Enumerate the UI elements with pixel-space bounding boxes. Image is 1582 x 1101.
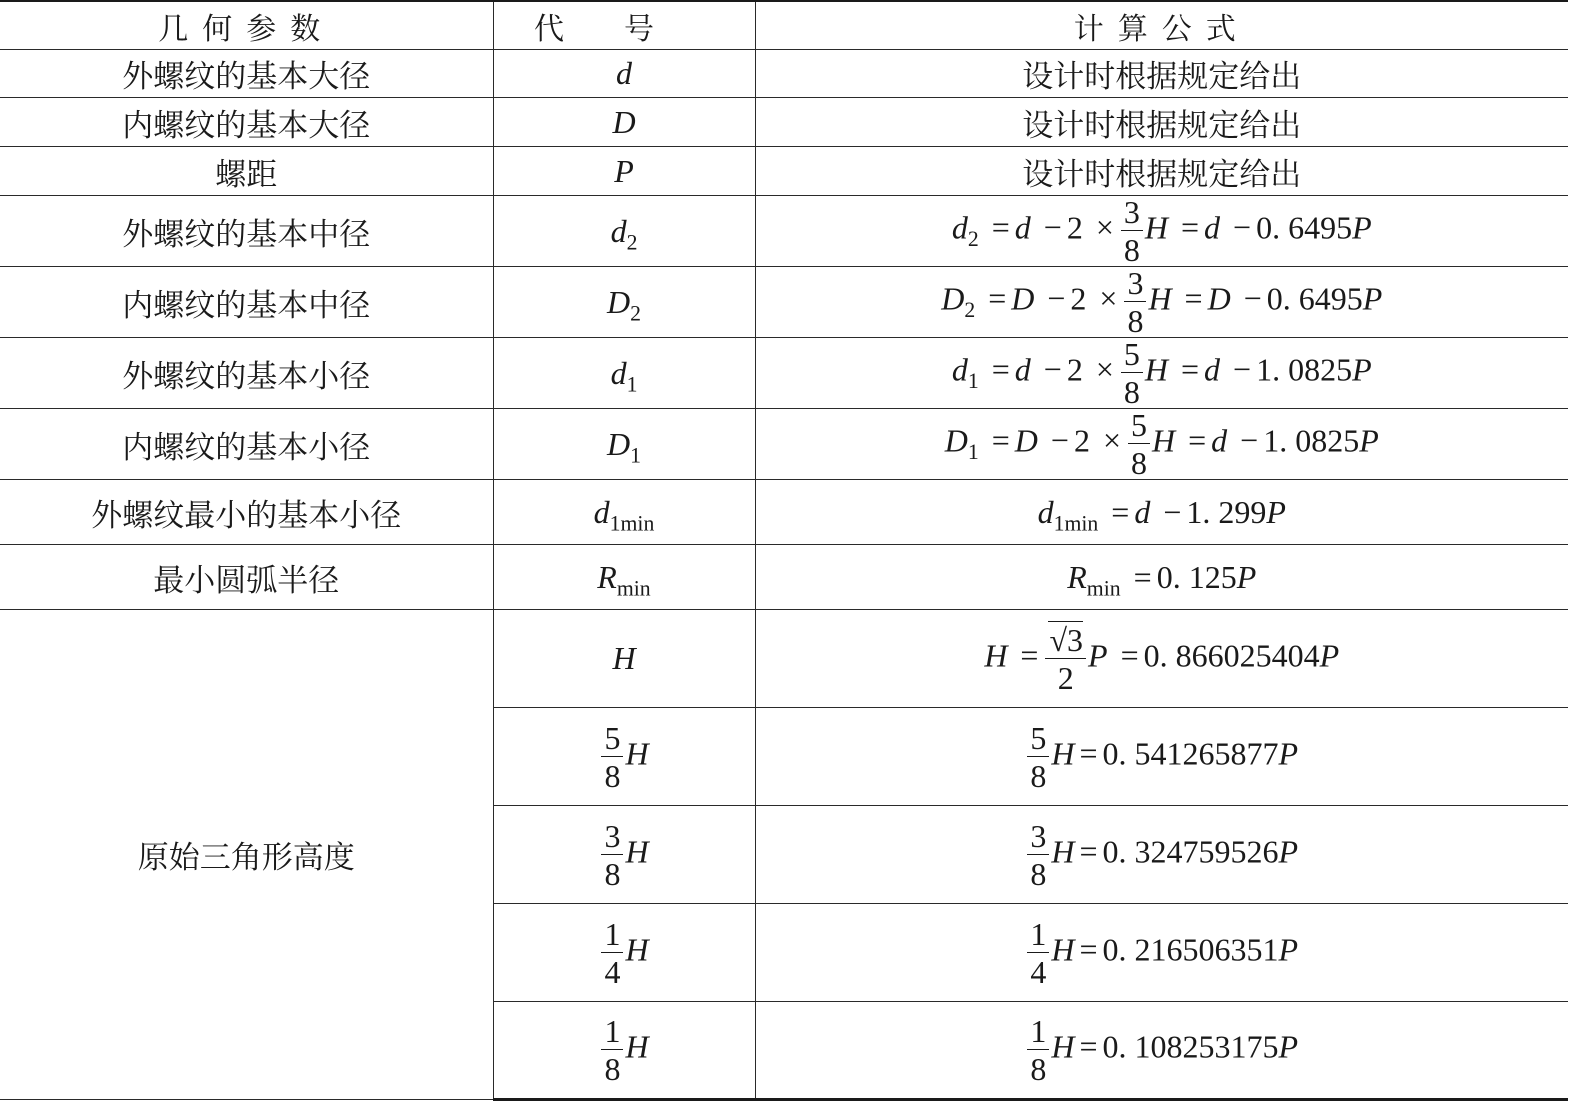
symbol-cell — [493, 1002, 755, 1100]
denominator: 8 — [1130, 445, 1147, 481]
term: d — [1014, 351, 1031, 388]
table-row — [0, 147, 1568, 196]
formula-cell: 设计时根据规定给出 — [755, 50, 1568, 98]
formula-cell: 设计时根据规定给出 — [755, 147, 1568, 196]
fraction — [1121, 338, 1143, 408]
header-symbol: 代号 — [493, 1, 755, 50]
times-sign: × — [1095, 351, 1114, 388]
minus-sign: − — [1233, 209, 1252, 246]
equals-sign: = — [1184, 280, 1203, 317]
fraction — [601, 915, 623, 990]
times-sign: × — [1102, 422, 1121, 459]
equals-sign: = — [991, 209, 1010, 246]
lhs-symbol: d — [951, 209, 968, 246]
table-row — [0, 545, 1568, 610]
term: P — [1278, 734, 1299, 771]
term: H — [1051, 832, 1075, 869]
term: H — [625, 734, 649, 771]
param-cell: 内螺纹的基本中径 — [0, 267, 493, 338]
numerator: 3 — [1121, 196, 1143, 231]
table-row — [0, 338, 1568, 409]
term: H — [1051, 734, 1075, 771]
coefficient: 1. 0825 — [1256, 351, 1353, 388]
denominator: 8 — [604, 1051, 621, 1087]
symbol: d — [610, 212, 627, 249]
coefficient: 0. 125 — [1156, 558, 1237, 595]
term: P — [1236, 558, 1257, 595]
term: P — [1088, 636, 1108, 673]
formula-cell — [755, 610, 1568, 708]
denominator: 8 — [1127, 303, 1144, 339]
fraction — [1027, 1015, 1049, 1085]
minus-sign: − — [1043, 351, 1062, 388]
coefficient: 1. 0825 — [1263, 422, 1360, 459]
lhs-symbol: d — [951, 351, 968, 388]
symbol: D — [607, 425, 631, 462]
term: P — [1362, 280, 1383, 317]
lhs-subscript: 1 — [967, 439, 979, 464]
equals-sign: = — [1079, 832, 1098, 869]
table-row — [0, 50, 1568, 98]
coefficient: 0. 6495 — [1256, 209, 1353, 246]
lhs-symbol: D — [941, 280, 965, 317]
denominator: 8 — [1030, 855, 1047, 892]
coefficient: 2 — [1070, 280, 1087, 317]
term: H — [1051, 1028, 1075, 1065]
lhs-symbol: D — [944, 422, 968, 459]
term: H — [1148, 280, 1172, 317]
denominator: 2 — [1057, 659, 1074, 696]
header-formula: 计算公式 — [755, 1, 1568, 50]
equals-sign: = — [1079, 734, 1098, 771]
term: d — [1211, 422, 1228, 459]
symbol-cell — [493, 50, 755, 98]
coefficient: 1. 299 — [1186, 493, 1267, 530]
coefficient: 0. 216506351 — [1102, 930, 1279, 967]
lhs-subscript: 1 — [967, 368, 979, 393]
symbol: d — [610, 354, 627, 391]
formula-cell — [755, 806, 1568, 904]
term: H — [1151, 422, 1176, 459]
table-row — [0, 409, 1568, 480]
term: P — [1278, 1028, 1299, 1065]
lhs-subscript: 2 — [964, 297, 976, 322]
term: P — [1359, 422, 1379, 459]
term: d — [1204, 351, 1221, 388]
symbol-subscript: 2 — [626, 230, 638, 255]
term: D — [1011, 280, 1035, 317]
term: H — [1144, 209, 1168, 246]
numerator: 5 — [1128, 409, 1150, 444]
minus-sign: − — [1050, 422, 1069, 459]
formula-cell — [755, 904, 1568, 1002]
term: P — [1278, 832, 1299, 869]
symbol-cell — [493, 480, 755, 545]
fraction — [1027, 915, 1049, 990]
formula-cell — [755, 196, 1568, 267]
minus-sign: − — [1043, 209, 1062, 246]
numerator: 1 — [601, 1015, 623, 1050]
formula-cell — [755, 338, 1568, 409]
denominator: 8 — [1123, 232, 1140, 268]
equals-sign: = — [991, 351, 1010, 388]
minus-sign: − — [1047, 280, 1066, 317]
symbol-subscript: 1min — [609, 511, 655, 536]
term: d — [1134, 493, 1151, 530]
numerator: 5 — [1027, 722, 1049, 757]
lhs-symbol: R — [1067, 558, 1087, 595]
minus-sign: − — [1233, 351, 1252, 388]
symbol-cell — [493, 196, 755, 267]
coefficient: 2 — [1066, 351, 1083, 388]
times-sign: × — [1095, 209, 1114, 246]
symbol-cell — [493, 338, 755, 409]
sqrt-numerator: √3 — [1049, 621, 1084, 658]
param-cell: 外螺纹的基本小径 — [0, 338, 493, 409]
numerator: 1 — [601, 918, 623, 953]
numerator: 5 — [1121, 338, 1143, 373]
denominator: 4 — [1030, 953, 1047, 990]
minus-sign: − — [1243, 280, 1262, 317]
lhs-subscript: 1min — [1053, 511, 1099, 536]
coefficient: 0. 324759526 — [1102, 832, 1279, 869]
param-cell: 内螺纹的基本小径 — [0, 409, 493, 480]
denominator: 8 — [604, 757, 621, 794]
fraction — [1045, 621, 1086, 696]
param-cell: 螺距 — [0, 147, 493, 196]
coefficient: 0. 541265877 — [1102, 734, 1279, 771]
equals-sign: = — [991, 422, 1010, 459]
term: H — [1051, 930, 1075, 967]
numerator: 3 — [1027, 820, 1049, 855]
symbol-cell — [493, 904, 755, 1002]
denominator: 8 — [1030, 1051, 1047, 1087]
formula-cell — [755, 409, 1568, 480]
symbol-subscript: 2 — [630, 301, 641, 326]
symbol-cell — [493, 545, 755, 610]
lhs-subscript: min — [1086, 576, 1121, 601]
fraction — [1027, 719, 1049, 794]
numerator: 3 — [1124, 267, 1146, 302]
term: H — [625, 832, 649, 869]
equals-sign: = — [1111, 493, 1130, 530]
formula-cell — [755, 545, 1568, 610]
equals-sign: = — [988, 280, 1007, 317]
symbol: d — [616, 55, 632, 91]
symbol: R — [597, 558, 617, 595]
table-row — [0, 267, 1568, 338]
numerator: 5 — [601, 722, 623, 757]
symbol-cell — [493, 409, 755, 480]
equals-sign: = — [1079, 930, 1098, 967]
header-row — [0, 1, 1568, 50]
fraction — [1121, 196, 1143, 266]
equals-sign: = — [1020, 636, 1039, 673]
term: H — [625, 1028, 649, 1065]
term: P — [1266, 493, 1286, 530]
term: P — [1352, 209, 1372, 246]
lhs-subscript: 2 — [967, 226, 979, 251]
term: d — [1014, 209, 1031, 246]
param-cell: 外螺纹最小的基本小径 — [0, 480, 493, 545]
fraction — [601, 719, 623, 794]
formula-cell — [755, 480, 1568, 545]
lhs-symbol: d — [1037, 493, 1054, 530]
term: H — [625, 930, 649, 967]
fraction — [1124, 267, 1146, 337]
term: D — [1207, 280, 1231, 317]
formula-cell: 设计时根据规定给出 — [755, 98, 1568, 147]
param-cell: 外螺纹的基本中径 — [0, 196, 493, 267]
param-cell: 内螺纹的基本大径 — [0, 98, 493, 147]
times-sign: × — [1099, 280, 1118, 317]
term: P — [1319, 636, 1340, 673]
symbol-cell — [493, 147, 755, 196]
symbol-subscript: min — [616, 576, 651, 601]
symbol-subscript: 1 — [630, 443, 641, 468]
param-cell: 最小圆弧半径 — [0, 545, 493, 610]
fraction — [601, 817, 623, 892]
term: d — [1204, 209, 1221, 246]
param-cell-triangle-height: 原始三角形高度 — [0, 610, 493, 1100]
symbol: D — [612, 103, 636, 140]
symbol: d — [593, 493, 610, 530]
header-param: 几何参数 — [0, 1, 493, 50]
equals-sign: = — [1180, 209, 1200, 246]
equals-sign: = — [1120, 636, 1139, 673]
param-cell: 外螺纹的基本大径 — [0, 50, 493, 98]
term: P — [1352, 351, 1372, 388]
term: D — [1014, 422, 1038, 459]
term: P — [1278, 930, 1299, 967]
coefficient: 2 — [1073, 422, 1090, 459]
denominator: 8 — [604, 855, 621, 892]
denominator: 8 — [1030, 757, 1047, 794]
table-row — [0, 98, 1568, 147]
equals-sign: = — [1188, 422, 1207, 459]
formula-cell — [755, 1002, 1568, 1100]
formula-cell — [755, 708, 1568, 806]
symbol-cell — [493, 267, 755, 338]
symbol-cell — [493, 708, 755, 806]
symbol: H — [612, 640, 636, 676]
minus-sign: − — [1163, 493, 1182, 530]
coefficient: 0. 6495 — [1266, 280, 1363, 317]
denominator: 8 — [1123, 374, 1140, 410]
equals-sign: = — [1133, 558, 1152, 595]
symbol: P — [614, 152, 634, 189]
symbol-cell — [493, 610, 755, 708]
symbol-cell — [493, 806, 755, 904]
numerator: 1 — [1027, 1015, 1049, 1050]
formula-cell — [755, 267, 1568, 338]
coefficient: 2 — [1066, 209, 1083, 246]
denominator: 4 — [604, 953, 621, 990]
fraction — [1027, 817, 1049, 892]
fraction — [601, 1015, 623, 1085]
fraction — [1128, 409, 1150, 479]
equals-sign: = — [1079, 1028, 1098, 1065]
numerator: 1 — [1027, 918, 1049, 953]
equals-sign: = — [1180, 351, 1200, 388]
coefficient: 0. 108253175 — [1102, 1028, 1279, 1065]
symbol: D — [607, 283, 631, 320]
table-row — [0, 196, 1568, 267]
numerator: 3 — [601, 820, 623, 855]
lhs-symbol: H — [984, 636, 1008, 673]
minus-sign: − — [1240, 422, 1259, 459]
term: H — [1144, 351, 1168, 388]
symbol-subscript: 1 — [626, 372, 638, 397]
numerator — [1045, 621, 1086, 659]
coefficient: 0. 866025404 — [1143, 636, 1320, 673]
table-row — [0, 610, 1568, 708]
symbol-cell — [493, 98, 755, 147]
table-row — [0, 480, 1568, 545]
